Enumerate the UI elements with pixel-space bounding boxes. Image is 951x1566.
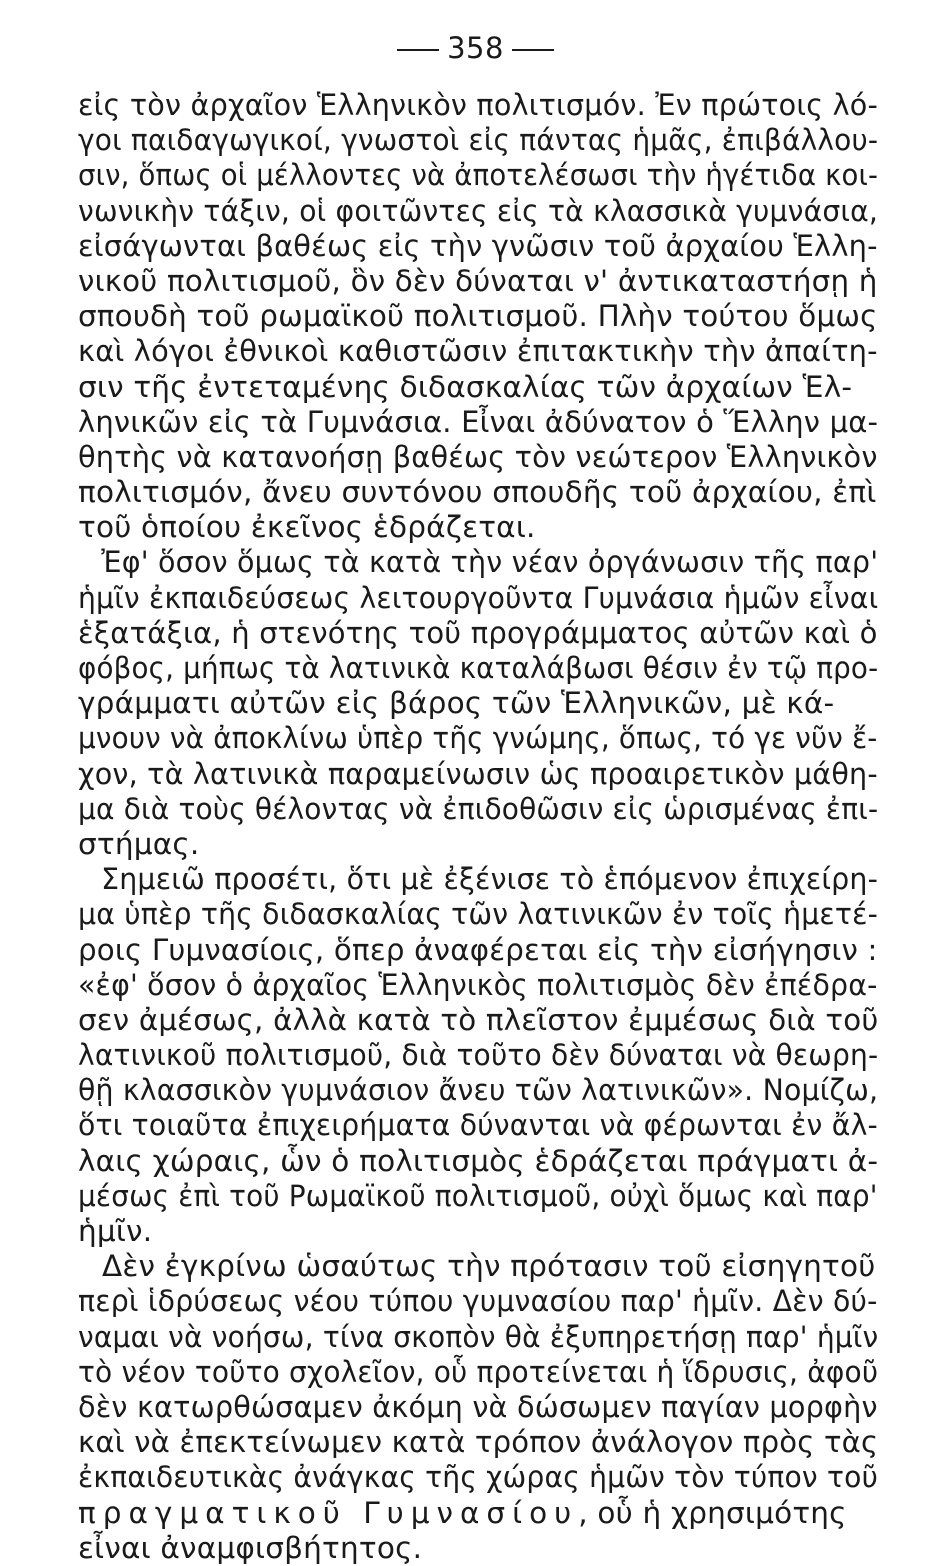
line-rest: , οὗ ἡ χρησιμότης — [578, 1495, 847, 1530]
text-line: τὸ νέον τοῦτο σχολεῖον, οὗ προτείνεται ἡ ἵδρυσις, ἀφοῦ — [78, 1354, 879, 1389]
text-line: καὶ λόγοι ἐθνικοὶ καθιστῶσιν ἐπιτακτικὴν τὴν ἀπαίτη- — [78, 334, 878, 369]
text-line: σπουδὴ τοῦ ρωμαϊκοῦ πολιτισμοῦ. Πλὴν τούτου ὅμως — [78, 299, 878, 334]
text-line: ληνικῶν εἰς τὰ Γυμνάσια. Εἶναι ἀδύνατον ὁ Ἕλλην μα- — [78, 404, 879, 439]
text-line: ὅτι τοιαῦτα ἐπιχειρήματα δύνανται νὰ φέρωνται ἐν ἄλ- — [78, 1108, 878, 1143]
text-line: εἰσάγωνται βαθέως εἰς τὴν γνῶσιν τοῦ ἀρχαίου Ἑλλη- — [78, 228, 878, 263]
text-line: Σημειῶ προσέτι, ὅτι μὲ ἐξένισε τὸ ἑπόμενον ἐπιχείρη- — [101, 862, 879, 897]
spaced-emphasis: πραγματικοῦ Γυμνασίου — [78, 1495, 579, 1530]
body-text — [78, 88, 878, 1566]
text-line: φόβος, μήπως τὰ λατινικὰ καταλάβωσι θέσιν ἐν τῷ προ- — [78, 651, 879, 685]
text-line: εἶναι ἀναμφισβήτητος. — [78, 1530, 423, 1565]
text-line: περὶ ἱδρύσεως νέου τύπου γυμνασίου παρ' ἡμῖν. Δὲν δύ- — [78, 1284, 878, 1319]
text-line: τοῦ ὁποίου ἐκεῖνος ἑδράζεται. — [78, 510, 536, 545]
text-line — [78, 1496, 878, 1531]
text-line: νωνικὴν τάξιν, οἱ φοιτῶντες εἰς τὰ κλασσικὰ γυμνάσια, — [78, 193, 879, 228]
text-line: πολιτισμόν, ἄνευ συντόνου σπουδῆς τοῦ ἀρχαίου, ἐπὶ — [78, 475, 877, 510]
text-line: θῇ κλασσικὸν γυμνάσιον ἄνευ τῶν λατινικῶν». Νομίζω, — [78, 1073, 879, 1108]
text-line: λαις χώραις, ὧν ὁ πολιτισμὸς ἑδράζεται πράγματι ἀ- — [78, 1143, 879, 1178]
text-line: ἐκπαιδευτικὰς ἀνάγκας τῆς χώρας ἡμῶν τὸν τύπον τοῦ — [78, 1460, 879, 1495]
text-line: μέσως ἐπὶ τοῦ Ρωμαϊκοῦ πολιτισμοῦ, οὐχὶ ὅμως καὶ παρ' — [78, 1178, 878, 1213]
text-line: «ἐφ' ὅσον ὁ ἀρχαῖος Ἑλληνικὸς πολιτισμὸς δὲν ἐπέδρα- — [78, 967, 878, 1002]
text-line: ἡμῖν. — [78, 1214, 153, 1248]
text-line: ναμαι νὰ νοήσω, τίνα σκοπὸν θὰ ἐξυπηρετήσῃ παρ' ἡμῖν — [78, 1319, 879, 1354]
text-line: μα διὰ τοὺς θέλοντας νὰ ἐπιδοθῶσιν εἰς ὡρισμένας ἐπι- — [78, 791, 879, 826]
text-line: χον, τὰ λατινικὰ παραμείνωσιν ὡς προαιρετικὸν μάθη- — [78, 756, 878, 791]
text-line: μα ὑπὲρ τῆς διδασκαλίας τῶν λατινικῶν ἐν τοῖς ἡμετέ- — [78, 897, 879, 932]
text-line: γράμματι αὐτῶν εἰς βάρος τῶν Ἑλληνικῶν, μὲ κά- — [78, 686, 835, 721]
text-line: καὶ νὰ ἐπεκτείνωμεν κατὰ τρόπον ἀνάλογον πρὸς τὰς — [78, 1425, 879, 1460]
text-line: σεν ἀμέσως, ἀλλὰ κατὰ τὸ πλεῖστον ἐμμέσως διὰ τοῦ — [78, 1002, 879, 1037]
text-line: στήμας. — [78, 826, 200, 861]
text-line: νικοῦ πολιτισμοῦ, ὃν δὲν δύναται ν' ἀντικαταστήσῃ ἡ — [78, 263, 878, 298]
text-line: ἑξατάξια, ἡ στενότης τοῦ προγράμματος αὐτῶν καὶ ὁ — [78, 615, 878, 650]
text-line: σιν, ὅπως οἱ μέλλοντες νὰ ἀποτελέσωσι τὴν ἡγέτιδα κοι- — [78, 158, 879, 193]
text-line: δὲν κατωρθώσαμεν ἀκόμη νὰ δώσωμεν παγίαν μορφὴν — [78, 1389, 878, 1424]
text-line: μνουν νὰ ἀποκλίνω ὑπὲρ τῆς γνώμης, ὅπως, τό γε νῦν ἔ- — [78, 721, 878, 756]
right-dash — [512, 49, 554, 51]
text-line: γοι παιδαγωγικοί, γνωστοὶ εἰς πάντας ἡμᾶς, ἐπιβάλλου- — [78, 123, 879, 158]
text-line: Δὲν ἐγκρίνω ὡσαύτως τὴν πρότασιν τοῦ εἰσηγητοῦ — [102, 1249, 876, 1284]
page-number: 358 — [447, 31, 504, 65]
text-line: Ἐφ' ὅσον ὅμως τὰ κατὰ τὴν νέαν ὀργάνωσιν τῆς παρ' — [101, 545, 879, 580]
text-line: θητὴς νὰ κατανοήσῃ βαθέως τὸν νεώτερον Ἑλληνικὸν — [78, 439, 878, 474]
text-line: ροις Γυμνασίοις, ὅπερ ἀναφέρεται εἰς τὴν εἰσήγησιν : — [78, 932, 878, 967]
page-header — [0, 28, 951, 68]
text-line: σιν τῆς ἐντεταμένης διδασκαλίας τῶν ἀρχαίων Ἑλ- — [78, 369, 853, 404]
left-dash — [397, 49, 439, 51]
text-line: εἰς τὸν ἀρχαῖον Ἑλληνικὸν πολιτισμόν. Ἐν πρώτοις λό- — [78, 88, 878, 122]
text-line: λατινικοῦ πολιτισμοῦ, διὰ τοῦτο δὲν δύναται νὰ θεωρη- — [78, 1038, 879, 1073]
text-line: ἡμῖν ἐκπαιδεύσεως λειτουργοῦντα Γυμνάσια ἡμῶν εἶναι — [78, 580, 879, 615]
